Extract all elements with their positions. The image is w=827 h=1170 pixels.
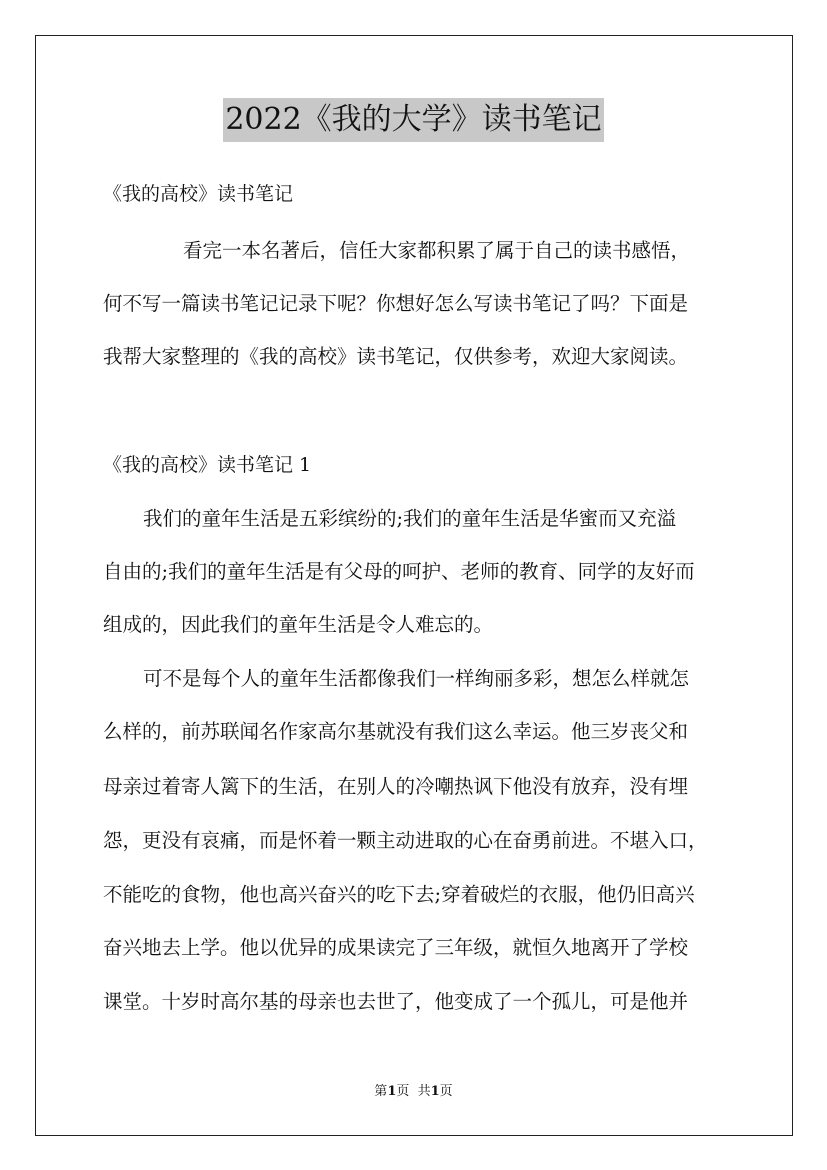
footer-current-page: 1 (387, 1084, 397, 1099)
body-line: 可不是每个人的童年生活都像我们一样绚丽多彩，想怎么样就怎 (143, 667, 690, 690)
footer-total-pages: 1 (430, 1084, 440, 1099)
title-container (0, 98, 827, 142)
body-line: 怨，更没有哀痛，而是怀着一颗主动进取的心在奋勇前进。不堪入口， (103, 829, 708, 852)
body-line: 课堂。十岁时高尔基的母亲也去世了，他变成了一个孤儿，可是他并 (103, 990, 689, 1013)
body-line: 母亲过着寄人篱下的生活，在别人的冷嘲热讽下他没有放弃，没有埋 (103, 775, 689, 798)
body-line: 我们的童年生活是五彩缤纷的;我们的童年生活是华蜜而又充溢 (143, 507, 677, 530)
page-footer (0, 1082, 827, 1102)
body-line: 奋兴地去上学。他以优异的成果读完了三年级，就恒久地离开了学校 (103, 936, 689, 959)
intro-line: 我帮大家整理的《我的高校》读书笔记，仅供参考，欢迎大家阅读。 (103, 345, 689, 368)
body-line: 组成的，因此我们的童年生活是令人难忘的。 (103, 613, 494, 636)
document-title: 2022《我的大学》读书笔记 (223, 98, 603, 142)
body-line: 不能吃的食物，他也高兴奋兴的吃下去;穿着破烂的衣服，他仍旧高兴 (103, 883, 695, 906)
body-line: 么样的，前苏联闻名作家高尔基就没有我们这么幸运。他三岁丧父和 (103, 720, 689, 743)
footer-suffix: 页 (439, 1084, 453, 1099)
intro-line: 何不写一篇读书笔记记录下呢？你想好怎么写读书笔记了吗？下面是 (103, 292, 689, 315)
section-heading: 《我的高校》读书笔记 1 (103, 454, 312, 476)
footer-prefix: 第 (374, 1084, 388, 1099)
footer-mid: 页 共 (396, 1084, 431, 1099)
document-subtitle: 《我的高校》读书笔记 (103, 183, 294, 205)
intro-line: 看完一本名著后，信任大家都积累了属于自己的读书感悟， (183, 239, 691, 262)
body-line: 自由的;我们的童年生活是有父母的呵护、老师的教育、同学的友好而 (103, 560, 695, 583)
